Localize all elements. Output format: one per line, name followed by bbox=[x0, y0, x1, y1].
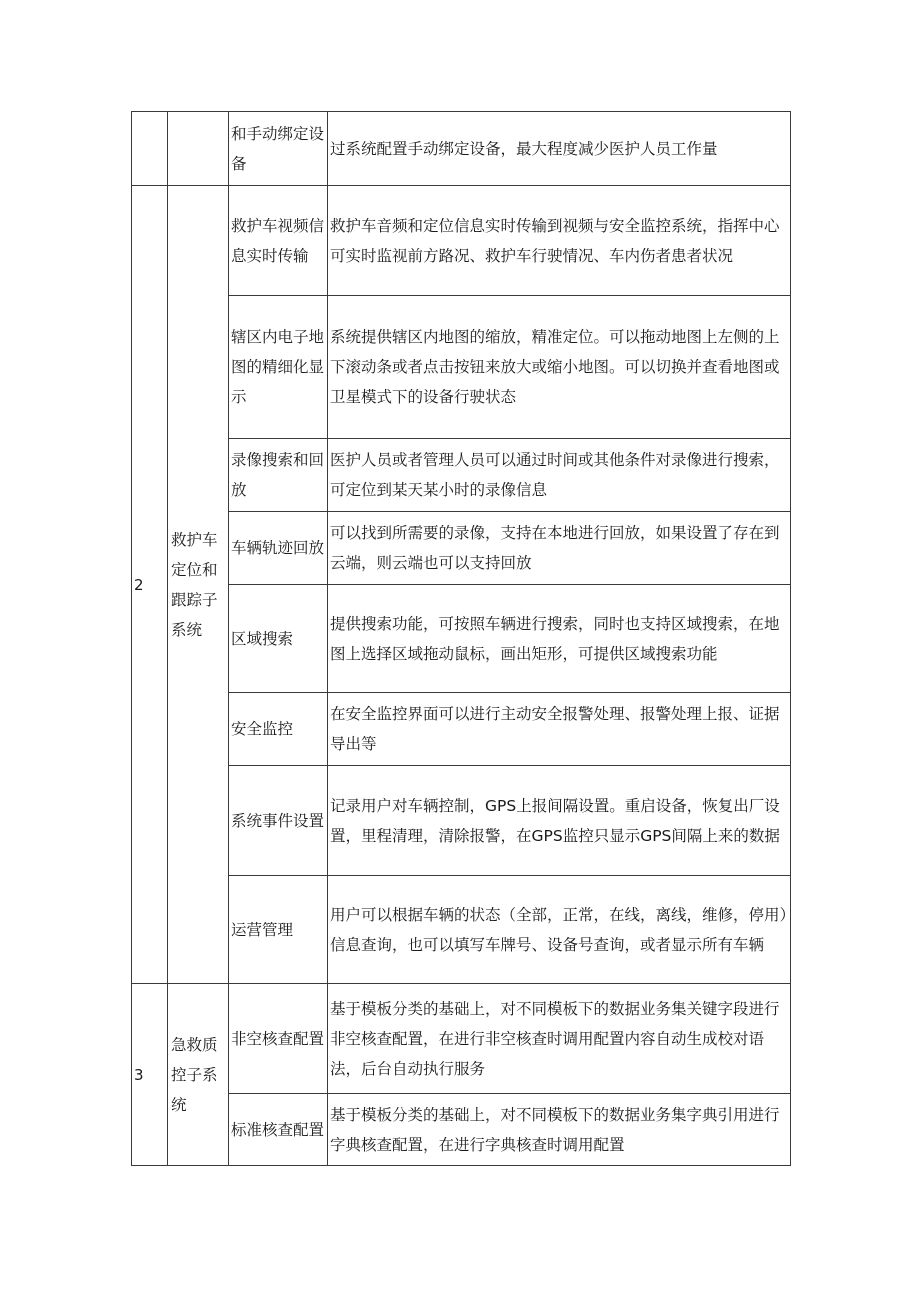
function-cell: 系统事件设置 bbox=[229, 766, 328, 876]
description-cell: 系统提供辖区内地图的缩放，精准定位。可以拖动地图上左侧的上下滚动条或者点击按钮来放大或缩小地图。可以切换并查看地图或卫星模式下的设备行驶状态 bbox=[328, 296, 791, 439]
table-row bbox=[132, 585, 791, 693]
description-cell: 可以找到所需要的录像，支持在本地进行回放，如果设置了存在到云端，则云端也可以支持回放 bbox=[328, 512, 791, 585]
row-number bbox=[132, 112, 168, 186]
row-number: 3 bbox=[132, 984, 168, 1166]
description-cell: 基于模板分类的基础上，对不同模板下的数据业务集字典引用进行字典核查配置，在进行字典核查时调用配置 bbox=[328, 1094, 791, 1166]
function-cell: 和手动绑定设备 bbox=[229, 112, 328, 186]
description-cell: 用户可以根据车辆的状态（全部，正常，在线，离线，维修，停用）信息查询，也可以填写车牌号、设备号查询，或者显示所有车辆 bbox=[328, 876, 791, 984]
table-row bbox=[132, 693, 791, 766]
spec-table bbox=[131, 111, 791, 1166]
table-row bbox=[132, 439, 791, 512]
description-cell: 记录用户对车辆控制，GPS上报间隔设置。重启设备，恢复出厂设置，里程清理，清除报警，在GPS监控只显示GPS间隔上来的数据 bbox=[328, 766, 791, 876]
function-cell: 录像搜索和回放 bbox=[229, 439, 328, 512]
function-cell: 辖区内电子地图的精细化显示 bbox=[229, 296, 328, 439]
description-cell: 救护车音频和定位信息实时传输到视频与安全监控系统，指挥中心可实时监视前方路况、救护车行驶情况、车内伤者患者状况 bbox=[328, 186, 791, 296]
description-cell: 在安全监控界面可以进行主动安全报警处理、报警处理上报、证据导出等 bbox=[328, 693, 791, 766]
table-row bbox=[132, 766, 791, 876]
table-row bbox=[132, 1094, 791, 1166]
table-row bbox=[132, 112, 791, 186]
function-cell: 区域搜索 bbox=[229, 585, 328, 693]
subsystem-cell bbox=[168, 112, 229, 186]
function-cell: 运营管理 bbox=[229, 876, 328, 984]
subsystem-cell: 救护车定位和跟踪子系统 bbox=[168, 186, 229, 984]
description-cell: 医护人员或者管理人员可以通过时间或其他条件对录像进行搜索，可定位到某天某小时的录像信息 bbox=[328, 439, 791, 512]
description-cell: 基于模板分类的基础上，对不同模板下的数据业务集关键字段进行非空核查配置，在进行非空核查时调用配置内容自动生成校对语法，后台自动执行服务 bbox=[328, 984, 791, 1094]
table-row bbox=[132, 876, 791, 984]
table-row bbox=[132, 512, 791, 585]
function-cell: 非空核查配置 bbox=[229, 984, 328, 1094]
function-cell: 安全监控 bbox=[229, 693, 328, 766]
function-cell: 救护车视频信息实时传输 bbox=[229, 186, 328, 296]
function-cell: 车辆轨迹回放 bbox=[229, 512, 328, 585]
table-row bbox=[132, 296, 791, 439]
function-cell: 标准核查配置 bbox=[229, 1094, 328, 1166]
table-row bbox=[132, 186, 791, 296]
subsystem-cell: 急救质控子系统 bbox=[168, 984, 229, 1166]
table-row bbox=[132, 984, 791, 1094]
description-cell: 提供搜索功能，可按照车辆进行搜索，同时也支持区域搜索，在地图上选择区域拖动鼠标，画出矩形，可提供区域搜索功能 bbox=[328, 585, 791, 693]
description-cell: 过系统配置手动绑定设备，最大程度减少医护人员工作量 bbox=[328, 112, 791, 186]
row-number: 2 bbox=[132, 186, 168, 984]
